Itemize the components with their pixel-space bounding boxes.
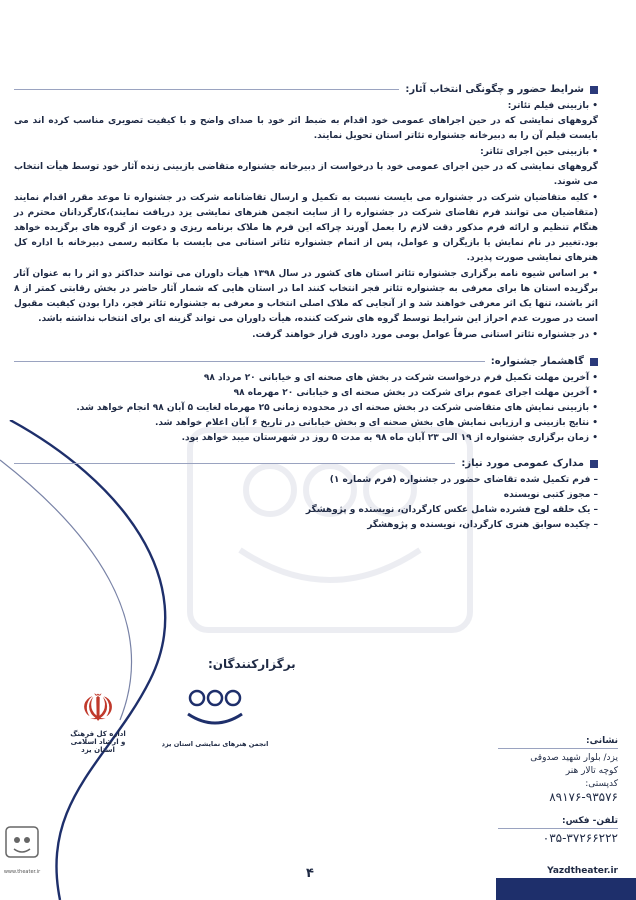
phone-label: تلفن- فکس: bbox=[498, 816, 618, 829]
main-content bbox=[14, 82, 598, 533]
document-item: – یک حلقه لوح فشرده شامل عکس کارگردان، نویسنده و پژوهشگر bbox=[305, 505, 598, 515]
subsection-title-film-review: • بازبینی فیلم تئاتر: bbox=[14, 99, 598, 114]
website-link[interactable]: Yazdtheater.ir bbox=[547, 866, 618, 876]
ershad-logo: ☫ اداره کل فرهنگ و ارشاد اسلامی استان یزد bbox=[68, 686, 128, 766]
postal-code: ۸۹۱۷۶-۹۳۵۷۶ bbox=[549, 790, 618, 804]
section-marker-icon bbox=[590, 358, 598, 366]
address-line: یزد/ بلوار شهید صدوقی bbox=[530, 753, 618, 763]
calendar-item: • آخرین مهلت تکمیل فرم درخواست شرکت در بخش های صحنه ای و خیابانی ۲۰ مرداد ۹۸ bbox=[14, 371, 598, 386]
paragraph-local-crew: • در جشنواره تئاتر استانی صرفاً عوامل بومی مورد داوری قرار خواهند گرفت. bbox=[14, 328, 598, 343]
phone-number: ۰۳۵-۳۷۲۶۶۲۲۲ bbox=[542, 831, 618, 845]
footer-bar bbox=[496, 878, 636, 900]
iran-theater-stamp: www.theater.ir bbox=[0, 825, 44, 885]
section-title-calendar: گاهشمار جشنواره: bbox=[14, 354, 598, 369]
contact-block bbox=[498, 736, 618, 845]
section-title-conditions: شرایط حضور و چگونگی انتخاب آثار: bbox=[14, 82, 598, 97]
section-divider bbox=[14, 463, 455, 464]
address-line: کوچه تالار هنر bbox=[565, 766, 618, 776]
paragraph-film-review: گروههای نمایشی که در حین اجراهای عمومی خود اقدام به ضبط اثر خود با صدای واضح و با کیفیت تصویری مناسب کرده اند می بایست فیلم آن را به دبیرخانه جشنواره تئاتر استان تحویل نمایند. bbox=[14, 116, 598, 141]
section-marker-icon bbox=[590, 86, 598, 94]
calendar-item: • نتایج بازبینی و ارزیابی نمایش های بخش صحنه ای و بخش خیابانی در تاریخ ۶ آبان اعلام خواهد شد. bbox=[14, 416, 598, 431]
anjoman-logo: انجمن هنرهای نمایشی استان یزد bbox=[160, 688, 270, 758]
calendar-item: • آخرین مهلت اجرای عموم برای شرکت در بخش صحنه ای و خیابانی ۲۰ مهرماه ۹۸ bbox=[14, 386, 598, 401]
document-item: – فرم تکمیل شده تقاضای حضور در جشنواره (فرم شماره ۱) bbox=[329, 475, 598, 485]
section-divider bbox=[14, 361, 485, 362]
section-marker-icon bbox=[590, 460, 598, 468]
postal-label: کدپستی: bbox=[585, 779, 618, 789]
theater-mask-icon bbox=[4, 825, 40, 865]
document-item: – مجوز کتبی نویسنده bbox=[503, 490, 598, 500]
subsection-title-live-review: • بازبینی حین اجرای تئاتر: bbox=[14, 145, 598, 160]
address-label: نشانی: bbox=[498, 736, 618, 749]
organizers-title: برگزارکنندگان: bbox=[208, 657, 296, 671]
iran-emblem-icon: ☫ bbox=[80, 686, 116, 730]
anjoman-logo-icon bbox=[180, 688, 250, 732]
paragraph-live-review: گروههای نمایشی که در حین اجرای عمومی خود با درخواست از دبیرخانه جشنواره متقاضی بازبینی زنده آثار خود توسط هیأت انتخاب می شوند. bbox=[14, 162, 598, 187]
paragraph-selection-rules: • بر اساس شیوه نامه برگزاری جشنواره تئاتر استان های کشور در سال ۱۳۹۸ هیأت داوران می توانند حداکثر دو اثر را به عنوان آثار برگزیده استان ها برای معرفی به جشنواره تئاتر فجر انتخاب کنند اما در استان هایی که شمار آثار حاضر در بخش رقابتی کمتر از ۸ اثر باشند، تنها یک اثر معرفی خواهند شد و از آنجایی که ملاک اصلی انتخاب و معرفی به جشنواره تئاتر فجر، دارا بودن کیفیت مقبول است در صورت عدم احراز این شرایط توسط گروه های شرکت کننده، هیأت داوران می تواند گزینه ای برای انتخاب نداشته باشد. bbox=[14, 267, 598, 327]
calendar-item: • زمان برگزاری جشنواره از ۱۹ الی ۲۳ آبان ماه ۹۸ به مدت ۵ روز در شهرستان میبد خواهد بود. bbox=[14, 431, 598, 446]
section-divider bbox=[14, 89, 399, 90]
section-title-documents: مدارک عمومی مورد نیاز: bbox=[14, 456, 598, 471]
calendar-item: • بازبینی نمایش های متقاضی شرکت در بخش صحنه ای در محدوده زمانی ۲۵ مهرماه لغایت ۵ آبان ۹۸ انجام خواهد شد. bbox=[14, 401, 598, 416]
document-item: – چکیده سوابق هنری کارگردان، نویسنده و پژوهشگر bbox=[367, 520, 598, 530]
paragraph-application: • کلیه متقاضیان شرکت در جشنواره می بایست نسبت به تکمیل و ارسال تقاضانامه شرکت در جشنواره تا موعد مقرر اقدام نمایند (متقاضیان می توانند فرم تقاضای شرکت در جشنواره را از سایت انجمن هنرهای نمایشی یزد دریافت نمایند)،کارگردانان محترم در هنگام تنظیم و ارائه فرم مذکور دقت لازم را بعمل آورند چراکه این فرم ها ملاک برنامه ریزی و دعوت از گروه های برگزیده خواهد بود.تغییر در نام نمایش یا بازیگران و عوامل، پس از اتمام جشنواره تئاتر استانی می بایست با مکاتبه رسمی دبیرخانه با اداره کل هنرهای نمایشی صورت پذیرد. bbox=[14, 191, 598, 266]
page-number: ۴ bbox=[306, 866, 314, 881]
